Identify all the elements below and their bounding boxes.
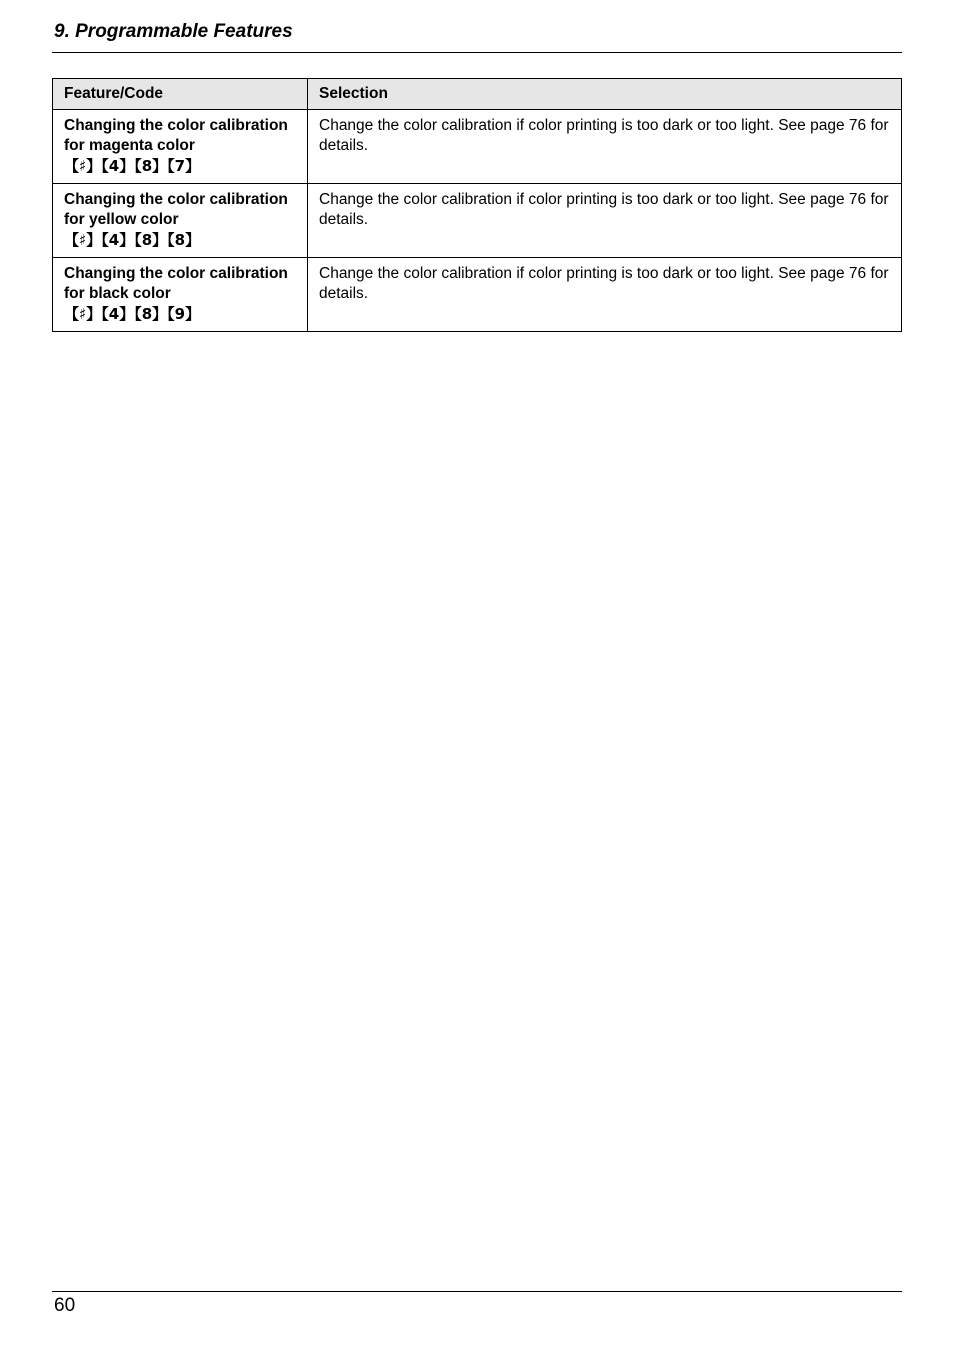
table-row: [53, 110, 902, 184]
feature-cell: [53, 110, 308, 184]
header-divider: [52, 52, 902, 53]
feature-code: 【♯】【4】【8】【7】: [64, 157, 201, 175]
feature-code: 【♯】【4】【8】【8】: [64, 231, 201, 249]
feature-name: Changing the color calibration for black color: [64, 265, 288, 302]
table-row: [53, 184, 902, 258]
feature-table: [52, 78, 902, 332]
column-header-selection: Selection: [308, 79, 902, 110]
table-header-row: [53, 79, 902, 110]
feature-cell: [53, 258, 308, 332]
feature-cell: [53, 184, 308, 258]
selection-cell: Change the color calibration if color printing is too dark or too light. See page 76 for details.: [308, 258, 902, 332]
page-number: 60: [54, 1295, 76, 1316]
feature-code: 【♯】【4】【8】【9】: [64, 305, 201, 323]
selection-cell: Change the color calibration if color printing is too dark or too light. See page 76 for details.: [308, 184, 902, 258]
page-header: [54, 20, 902, 44]
section-title: 9. Programmable Features: [54, 21, 293, 42]
feature-name: Changing the color calibration for magenta color: [64, 117, 288, 154]
footer-divider: [52, 1291, 902, 1292]
table-row: [53, 258, 902, 332]
column-header-feature-code: Feature/Code: [53, 79, 308, 110]
feature-name: Changing the color calibration for yellow color: [64, 191, 288, 228]
selection-cell: Change the color calibration if color printing is too dark or too light. See page 76 for details.: [308, 110, 902, 184]
